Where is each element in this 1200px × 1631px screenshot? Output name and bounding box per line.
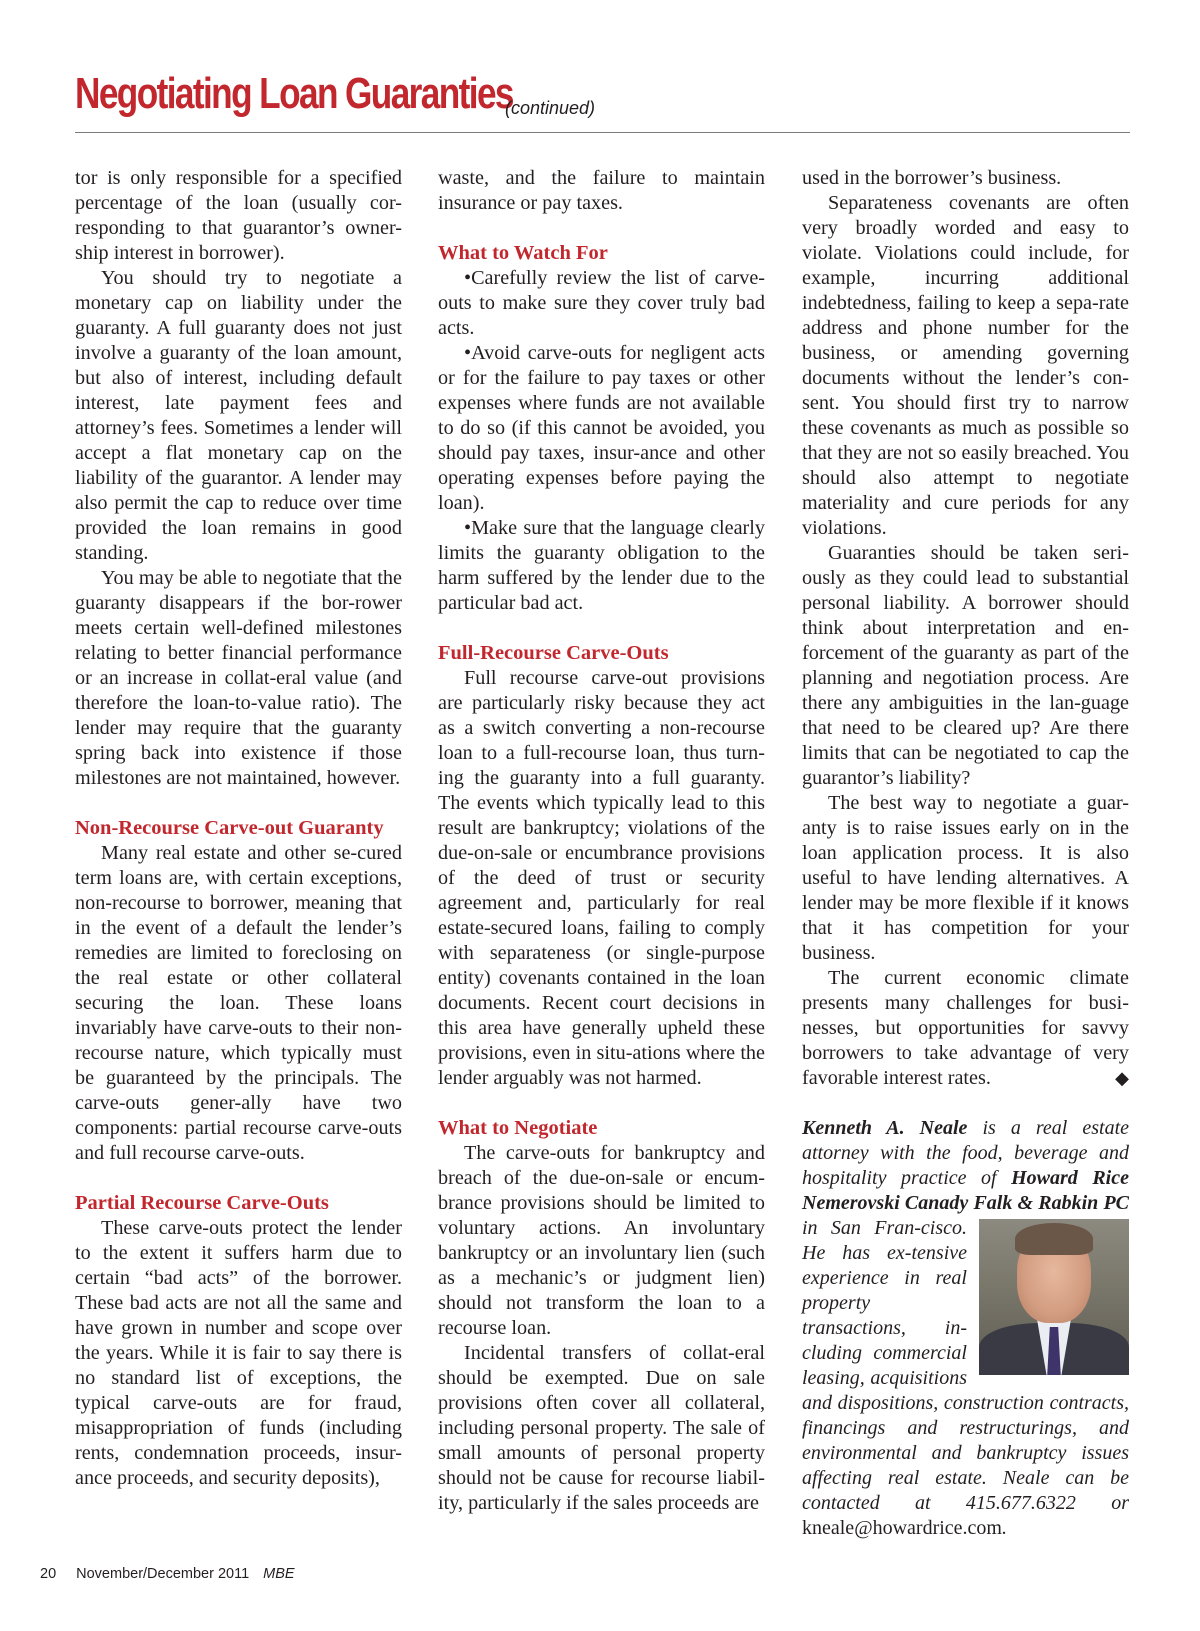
paragraph: used in the borrower’s business.	[802, 167, 1062, 189]
bullet-item: •Carefully review the list of carve-outs to make sure they cover truly bad acts.	[438, 267, 765, 339]
section-heading: Non-Recourse Carve-out Guaranty	[75, 817, 384, 839]
publication-name: MBE	[263, 1566, 295, 1582]
paragraph: These carve-outs protect the lender to the extent it suffers harm due to certain “bad acts” of the borrower. These bad acts are not all the same and have grown in number and scope over the years. While it is fair to say there is no standard list of exceptions, the typical carve-outs are for fraud, misappropriation of funds (including rents, condemnation proceeds, insur-ance proceeds, and security deposits),	[75, 1217, 402, 1489]
author-photo	[979, 1219, 1129, 1375]
column-2	[438, 166, 765, 1516]
page-footer	[40, 1566, 295, 1582]
section-heading: What to Watch For	[438, 242, 608, 264]
page-number: 20	[40, 1566, 57, 1582]
end-of-article-mark: ◆	[1115, 1068, 1129, 1088]
paragraph: You should try to negotiate a monetary cap on liability under the guaranty. A full guaranty does not just involve a guaranty of the loan amount, but also of interest, including default interest, late payment fees and attorney’s fees. Sometimes a lender will accept a flat monetary cap on the liability of the guarantor. A lender may also permit the cap to reduce over time provided the loan remains in good standing.	[75, 267, 402, 564]
paragraph	[802, 966, 1129, 1091]
author-email[interactable]: kneale@howardrice.com	[802, 1517, 1002, 1539]
paragraph: Guaranties should be taken seri-ously as they could lead to substantial personal liability. A borrower should think about interpretation and en-forcement of the guaranty as part of the planning and negotiation process. Are there any ambiguities in the lan-guage that need to be cleared up? Are there limits that can be negotiated to cap the guarantor’s liability?	[802, 542, 1129, 789]
paragraph: Full recourse carve-out provisions are particularly risky because they act as a switch converting a non-recourse loan to a full-recourse loan, thus turn-ing the guaranty into a full guaranty. The events which typically lead to this result are bankruptcy; violations of the due-on-sale or encumbrance provisions of the deed of trust or security agreement and, particularly for real estate-secured loans, failing to comply with separateness (or single-purpose entity) covenants contained in the loan documents. Recent court decisions in this area have generally upheld these provisions, even in situ-ations where the lender arguably was not harmed.	[438, 667, 765, 1089]
bio-end: .	[1002, 1517, 1007, 1539]
section-heading: Full-Recourse Carve-Outs	[438, 642, 669, 664]
paragraph: Separateness covenants are often very broadly worded and easy to violate. Violations could include, for example, incurring additional indebtedness, failing to keep a sepa-rate address and phone number for the business, or amending governing documents without the lender’s con-sent. You should first try to narrow these covenants as much as possible so that they are not so easily breached. You should also attempt to negotiate materiality and cure periods for any violations.	[802, 192, 1129, 539]
paragraph-text: The current economic climate presents many challenges for busi-nesses, but opportunities for savvy borrowers to take advantage of very favorable interest rates.	[802, 967, 1129, 1089]
author-bio	[802, 1116, 1129, 1541]
issue-date: November/December 2011	[76, 1566, 250, 1582]
paragraph: Incidental transfers of collat-eral should be exempted. Due on sale provisions often cover all collateral, including personal property. The sale of small amounts of personal property should not be cause for recourse liabil-ity, particularly if the sales proceeds are	[438, 1342, 765, 1514]
law-firm-name: Howard Rice Nemerovski Canady Falk & Rabkin PC	[802, 1167, 1129, 1214]
bio-text: is a real estate attorney with the food, beverage and hospitality practice of	[802, 1117, 1130, 1189]
paragraph: The best way to negotiate a guar-anty is to raise issues early on in the loan application process. It is also useful to have lending alternatives. A lender may be more flexible if it knows that it has competition for your business.	[802, 792, 1129, 964]
bullet-item: •Make sure that the language clearly limits the guaranty obligation to the harm suffered by the lender due to the particular bad act.	[438, 517, 765, 614]
paragraph: You may be able to negotiate that the guaranty disappears if the bor-rower meets certain well-defined milestones relating to better financial performance or an increase in collat-eral value (and therefore the loan-to-value ratio). The lender may require that the guaranty spring back into existence if those milestones are not maintained, however.	[75, 567, 402, 789]
section-heading: What to Negotiate	[438, 1117, 598, 1139]
paragraph: Many real estate and other se-cured term loans are, with certain exceptions, non-recourse to borrower, meaning that in the event of a default the lender’s remedies are limited to foreclosing on the real estate or other collateral securing the loan. These loans invariably have carve-outs to their non-recourse nature, which typically must be guaranteed by the principals. The carve-outs gener-ally have two components: partial recourse carve-outs and full recourse carve-outs.	[75, 842, 402, 1164]
paragraph: tor is only responsible for a specified percentage of the loan (usually cor-responding to that guarantor’s owner-ship interest in borrower).	[75, 167, 402, 264]
column-1	[75, 166, 402, 1491]
article-subtitle: (continued)	[505, 98, 596, 118]
bio-text: in San Fran-cisco. He has ex-tensive experience in real property transactions, in-cluding commercial leasing, acquisitions and dispositions, construction contracts, financings and restructurings, and environmental and bankruptcy issues affecting real estate. Neale can be contacted at 415.677.6322 or	[802, 1217, 1129, 1514]
column-3	[802, 166, 1129, 1541]
paragraph: waste, and the failure to maintain insurance or pay taxes.	[438, 167, 765, 214]
section-heading: Partial Recourse Carve-Outs	[75, 1192, 329, 1214]
article-title: Negotiating Loan Guaranties	[75, 69, 513, 118]
paragraph: The carve-outs for bankruptcy and breach of the due-on-sale or encum-brance provisions should be limited to voluntary actions. An involuntary bankruptcy or an involuntary lien (such as a mechanic’s or judgment lien) should not transform the loan to a recourse loan.	[438, 1142, 765, 1339]
photo-hair	[1015, 1223, 1093, 1255]
bullet-item: •Avoid carve-outs for negligent acts or for the failure to pay taxes or other expenses where funds are not available to do so (if this cannot be avoided, you should pay taxes, insur-ance and other operating expenses before paying the loan).	[438, 342, 765, 514]
author-name: Kenneth A. Neale	[802, 1117, 968, 1139]
page-header	[75, 68, 1130, 133]
